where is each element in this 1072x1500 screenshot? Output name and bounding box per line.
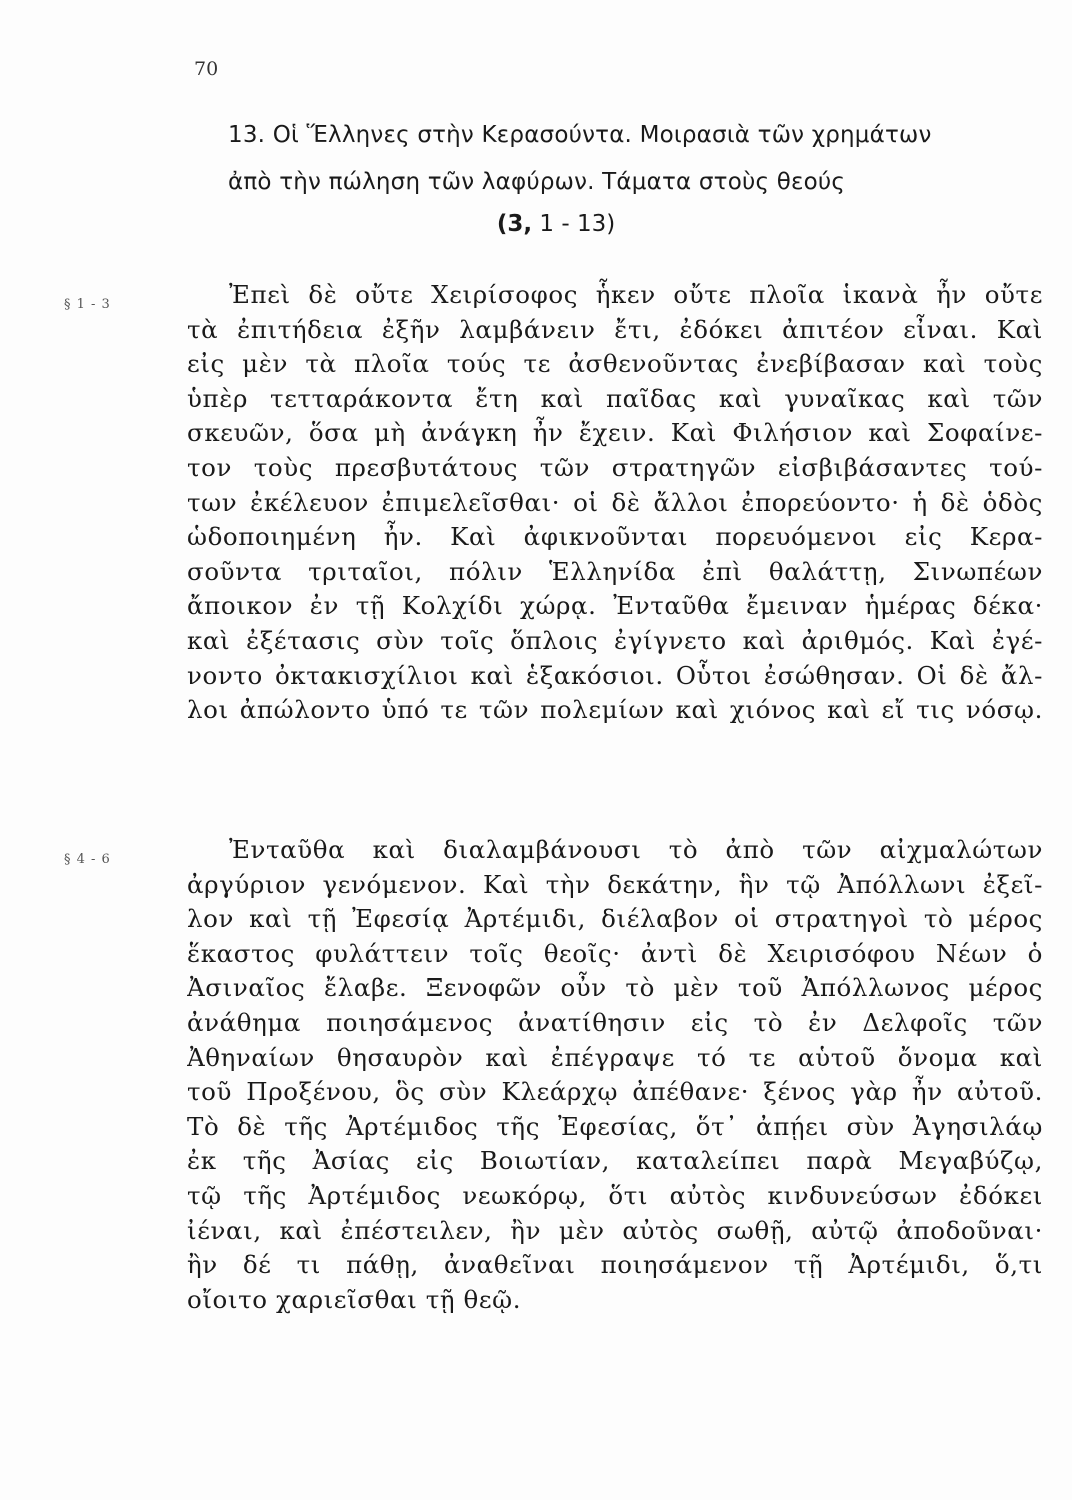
heading-line-1: 13. Οἱ Ἕλληνες στὴν Κερασούντα. Μοιρασιὰ τῶν χρημάτων bbox=[228, 122, 932, 148]
text-line: των ἐκέλευον ἐπιμελεῖσθαι· οἱ δὲ ἄλλοι ἐπορεύοντο· ἡ δὲ ὁδὸς bbox=[187, 487, 1043, 517]
text-line: λον καὶ τῇ Ἐφεσίᾳ Ἀρτέμιδι, διέλαβον οἱ στρατηγοὶ τὸ μέρος bbox=[187, 904, 1043, 934]
section-reference-chapter: (3, bbox=[496, 211, 533, 237]
text-line: οἴοιτο χαριεῖσθαι τῇ θεῷ. bbox=[187, 1284, 522, 1314]
text-line: τὰ ἐπιτήδεια ἐξῆν λαμβάνειν ἔτι, ἐδόκει ἀπιτέον εἶναι. Καὶ bbox=[187, 314, 1043, 344]
text-line: Ἀθηναίων θησαυρὸν καὶ ἐπέγραψε τό τε αὑτοῦ ὄνομα καὶ bbox=[187, 1042, 1043, 1072]
text-line: ἄποικον ἐν τῇ Κολχίδι χώρᾳ. Ἐνταῦθα ἔμειναν ἡμέρας δέκα· bbox=[187, 591, 1043, 621]
page-number: 70 bbox=[194, 58, 219, 80]
text-line: εἰς μὲν τὰ πλοῖα τούς τε ἀσθενοῦντας ἐνεβίβασαν καὶ τοὺς bbox=[187, 349, 1043, 379]
text-line: λοι ἀπώλοντο ὑπό τε τῶν πολεμίων καὶ χιόνος καὶ εἴ τις νόσῳ. bbox=[187, 695, 1043, 725]
text-line: Ἐπεὶ δὲ οὔτε Χειρίσοφος ἧκεν οὔτε πλοῖα ἱκανὰ ἦν οὔτε bbox=[229, 280, 1043, 309]
section-reference-range: 1 - 13) bbox=[532, 211, 616, 237]
text-line: ἰέναι, καὶ ἐπέστειλεν, ἢν μὲν αὐτὸς σωθῇ, αὐτῷ ἀποδοῦναι· bbox=[187, 1215, 1043, 1245]
heading-line-2: ἀπὸ τὴν πώληση τῶν λαφύρων. Τάματα στοὺς θεούς bbox=[228, 169, 846, 195]
section-reference bbox=[0, 211, 1072, 237]
paragraph-1 bbox=[187, 278, 1043, 728]
text-line: σοῦντα τριταῖοι, πόλιν Ἑλληνίδα ἐπὶ θαλάττῃ, Σινωπέων bbox=[187, 556, 1043, 586]
text-line: ἢν δέ τι πάθῃ, ἀναθεῖναι ποιησάμενον τῇ Ἀρτέμιδι, ὅ,τι bbox=[187, 1250, 1043, 1280]
text-line: ὑπὲρ τετταράκοντα ἔτη καὶ παῖδας καὶ γυναῖκας καὶ τῶν bbox=[187, 383, 1043, 413]
text-line: ἀνάθημα ποιησάμενος ἀνατίθησιν εἰς τὸ ἐν Δελφοῖς τῶν bbox=[187, 1007, 1043, 1037]
text-line: τοῦ Προξένου, ὃς σὺν Κλεάρχῳ ἀπέθανε· ξένος γὰρ ἦν αὐτοῦ. bbox=[187, 1077, 1043, 1107]
text-line: ὡδοποιημένη ἦν. Καὶ ἀφικνοῦνται πορευόμενοι εἰς Κερα- bbox=[187, 522, 1043, 552]
margin-note-1: § 1 - 3 bbox=[64, 297, 111, 312]
text-line: Ἐνταῦθα καὶ διαλαμβάνουσι τὸ ἀπὸ τῶν αἰχμαλώτων bbox=[229, 835, 1043, 864]
text-line: τον τοὺς πρεσβυτάτους τῶν στρατηγῶν εἰσβιβάσαντες τού- bbox=[187, 452, 1043, 482]
text-line: τῷ τῆς Ἀρτέμιδος νεωκόρῳ, ὅτι αὐτὸς κινδυνεύσων ἐδόκει bbox=[187, 1180, 1043, 1210]
text-line: Τὸ δὲ τῆς Ἀρτέμιδος τῆς Ἐφεσίας, ὅτ᾽ ἀπῄει σὺν Ἀγησιλάῳ bbox=[187, 1111, 1043, 1141]
paragraph-2 bbox=[187, 833, 1043, 1317]
text-line: νοντο ὀκτακισχίλιοι καὶ ἑξακόσιοι. Οὗτοι ἐσώθησαν. Οἱ δὲ ἄλ- bbox=[187, 660, 1043, 690]
text-line: Ἀσιναῖος ἔλαβε. Ξενοφῶν οὖν τὸ μὲν τοῦ Ἀπόλλωνος μέρος bbox=[187, 973, 1043, 1003]
text-line: ἀργύριον γενόμενον. Καὶ τὴν δεκάτην, ἣν τῷ Ἀπόλλωνι ἐξεῖ- bbox=[187, 869, 1043, 899]
text-line: ἐκ τῆς Ἀσίας εἰς Βοιωτίαν, καταλείπει παρὰ Μεγαβύζῳ, bbox=[187, 1146, 1043, 1176]
text-line: καὶ ἐξέτασις σὺν τοῖς ὅπλοις ἐγίγνετο καὶ ἀριθμός. Καὶ ἐγέ- bbox=[187, 625, 1043, 655]
text-line: ἕκαστος φυλάττειν τοῖς θεοῖς· ἀντὶ δὲ Χειρισόφου Νέων ὁ bbox=[187, 938, 1043, 968]
margin-note-2: § 4 - 6 bbox=[64, 852, 111, 867]
chapter-heading bbox=[228, 112, 1028, 206]
text-line: σκευῶν, ὅσα μὴ ἀνάγκη ἦν ἔχειν. Καὶ Φιλήσιον καὶ Σοφαίνε- bbox=[187, 418, 1043, 448]
